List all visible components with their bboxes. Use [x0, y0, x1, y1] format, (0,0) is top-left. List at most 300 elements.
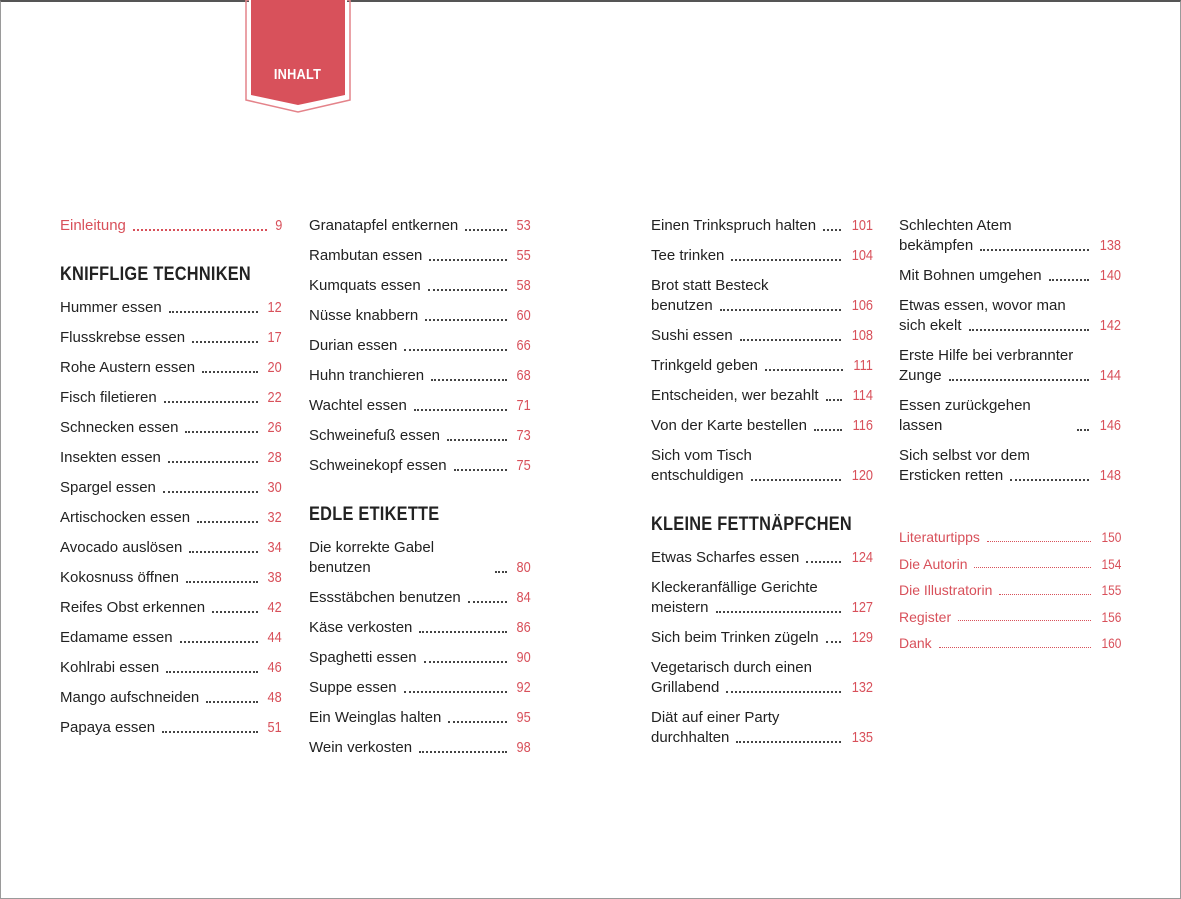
toc-entry[interactable]: [309, 738, 531, 758]
dot-leader: [823, 229, 841, 231]
dot-leader: [202, 371, 258, 373]
dot-leader: [180, 641, 259, 643]
toc-page-number: 114: [852, 387, 873, 404]
toc-entry-title: Wein verkosten: [309, 739, 413, 756]
toc-page-number: 124: [851, 549, 873, 566]
toc-entry[interactable]: [899, 446, 1121, 486]
toc-entry-line: [60, 658, 282, 678]
toc-entry-title: Essstäbchen benutzen: [309, 589, 461, 606]
toc-entry[interactable]: [60, 216, 282, 236]
toc-page-number: 86: [516, 619, 531, 636]
toc-entry[interactable]: [309, 306, 531, 326]
toc-entry[interactable]: [60, 358, 282, 378]
toc-entry-title: Entscheiden, wer bezahlt: [651, 387, 819, 404]
toc-entry-title: Grillabend: [651, 679, 720, 696]
toc-entry-title: Kokosnuss öffnen: [60, 569, 179, 586]
toc-entry-title: Kohlrabi essen: [60, 659, 160, 676]
dot-leader: [419, 631, 507, 633]
toc-entry-line: [651, 578, 873, 598]
toc-entry-title: Fisch filetieren: [60, 389, 157, 406]
toc-entry[interactable]: [651, 446, 873, 486]
toc-entry-title: Tee trinken: [651, 247, 725, 264]
toc-entry[interactable]: [60, 658, 282, 678]
toc-entry-line: [899, 446, 1121, 466]
toc-page-number: 148: [1099, 467, 1121, 484]
toc-entry[interactable]: [60, 388, 282, 408]
toc-entry-line: [309, 336, 531, 356]
toc-page-number: 42: [267, 599, 282, 616]
toc-entry-title: Käse verkosten: [309, 619, 413, 636]
toc-entry-line: [309, 396, 531, 416]
toc-entry[interactable]: [651, 276, 873, 316]
dot-leader: [186, 581, 258, 583]
dot-leader: [949, 379, 1089, 381]
dot-leader: [133, 229, 267, 231]
toc-entry-title: Avocado auslösen: [60, 539, 183, 556]
toc-entry[interactable]: [899, 266, 1121, 286]
dot-leader: [495, 571, 507, 573]
toc-page-number: 108: [851, 327, 873, 344]
dot-leader: [987, 541, 1091, 542]
toc-entry-title: Artischocken essen: [60, 509, 191, 526]
toc-entry-title: Die korrekte Gabel benutzen: [309, 539, 435, 576]
dot-leader: [166, 671, 258, 673]
toc-entry-line: [651, 276, 873, 296]
toc-entry[interactable]: [309, 588, 531, 608]
toc-entry[interactable]: [309, 426, 531, 446]
toc-entry-title: Register: [899, 608, 952, 625]
toc-entry-line: [899, 236, 1121, 256]
toc-entry[interactable]: [899, 346, 1121, 386]
toc-entry[interactable]: [60, 598, 282, 618]
toc-entry-title: Die Autorin: [899, 555, 968, 572]
toc-entry[interactable]: [309, 708, 531, 728]
toc-entry-line: [899, 316, 1121, 336]
toc-entry[interactable]: [60, 568, 282, 588]
toc-entry-title: Ein Weinglas halten: [309, 709, 442, 726]
toc-page-number: 144: [1099, 367, 1121, 384]
toc-entry[interactable]: [309, 216, 531, 236]
toc-page-number: 73: [516, 427, 531, 444]
dot-leader: [814, 429, 842, 431]
toc-entry[interactable]: [899, 582, 1121, 599]
toc-column-4: [899, 216, 1121, 496]
toc-entry-line: [60, 388, 282, 408]
toc-entry[interactable]: [309, 456, 531, 476]
dot-leader: [428, 289, 508, 291]
toc-entry-line: [309, 426, 531, 446]
toc-entry[interactable]: [309, 648, 531, 668]
toc-entry-line: [899, 396, 1121, 436]
dot-leader: [826, 641, 841, 643]
toc-entry-line: [651, 708, 873, 728]
toc-entry-title: sich ekelt: [899, 317, 962, 334]
toc-entry-line: [651, 628, 873, 648]
toc-entry-title: Literaturtipps: [899, 529, 980, 545]
toc-entry-title: meistern: [651, 599, 709, 616]
toc-entry-line: [651, 728, 873, 748]
toc-page-number: 90: [516, 649, 531, 666]
toc-page-number: 60: [516, 307, 531, 324]
toc-entry[interactable]: [60, 628, 282, 648]
dot-leader: [404, 349, 507, 351]
toc-page-number: 138: [1099, 237, 1121, 254]
toc-entry-title: Spaghetti essen: [309, 649, 417, 666]
toc-entry-title: Schweinekopf essen: [309, 457, 447, 474]
dot-leader: [197, 521, 258, 523]
toc-entry[interactable]: [899, 529, 1121, 546]
dot-leader: [958, 620, 1091, 621]
toc-entry-line: [899, 346, 1121, 366]
toc-entry-line: [651, 466, 873, 486]
toc-entry[interactable]: [60, 328, 282, 348]
contents-title: INHALT: [273, 66, 322, 83]
toc-page-number: 58: [516, 277, 531, 294]
toc-entry-title: Kleckeranfällige Gerichte: [651, 579, 818, 596]
toc-page-number: 38: [267, 569, 282, 586]
toc-entry-line: [309, 246, 531, 266]
toc-entry[interactable]: [899, 556, 1121, 573]
toc-entry-title: Spargel essen: [60, 479, 156, 496]
toc-entry-title: Schnecken essen: [60, 419, 179, 436]
toc-page-number: 155: [1101, 582, 1121, 598]
toc-entry-title: Sich vom Tisch: [651, 447, 752, 464]
toc-entry[interactable]: [309, 538, 531, 578]
toc-entry-title: Einleitung: [60, 217, 126, 234]
dot-leader: [1049, 279, 1089, 281]
toc-entry[interactable]: [899, 609, 1121, 626]
toc-entry[interactable]: [309, 336, 531, 356]
toc-entry-line: [60, 216, 282, 236]
toc-entry[interactable]: [309, 678, 531, 698]
toc-entry-line: [651, 658, 873, 678]
toc-entry[interactable]: [899, 216, 1121, 256]
toc-page-number: 116: [852, 417, 873, 434]
toc-entry-title: Flusskrebse essen: [60, 329, 186, 346]
toc-entry[interactable]: [60, 538, 282, 558]
toc-entry-line: [651, 246, 873, 266]
toc-entry-title: bekämpfen: [899, 237, 974, 254]
toc-entry-line: [60, 448, 282, 468]
toc-page-number: 84: [516, 589, 531, 606]
toc-entry-line: [309, 708, 531, 728]
toc-entry-line: [309, 588, 531, 608]
toc-entry-title: Trinkgeld geben: [651, 357, 759, 374]
toc-page-number: 48: [267, 689, 282, 706]
toc-column-3: [651, 216, 873, 758]
toc-entry-line: [651, 446, 873, 466]
toc-entry-title: Erste Hilfe bei verbrannter: [899, 347, 1074, 364]
toc-entry-title: Wachtel essen: [309, 397, 407, 414]
toc-entry-title: Kumquats essen: [309, 277, 421, 294]
toc-page-number: 104: [851, 247, 873, 264]
toc-entry[interactable]: [309, 396, 531, 416]
toc-entry-title: Essen zurückgehen lassen: [899, 397, 1031, 434]
toc-entry-line: [60, 718, 282, 738]
toc-page-number: 30: [267, 479, 282, 496]
toc-entry-title: Etwas Scharfes essen: [651, 549, 800, 566]
toc-entry[interactable]: [651, 708, 873, 748]
toc-entry-title: Schweinefuß essen: [309, 427, 440, 444]
dot-leader: [736, 741, 841, 743]
dot-leader: [192, 341, 258, 343]
dot-leader: [468, 601, 508, 603]
toc-entry-line: [60, 478, 282, 498]
toc-entry-title: Edamame essen: [60, 629, 173, 646]
toc-entry-line: [309, 306, 531, 326]
toc-entry-title: durchhalten: [651, 729, 730, 746]
toc-entry-title: Papaya essen: [60, 719, 156, 736]
toc-entry-title: Ersticken retten: [899, 467, 1004, 484]
toc-entry-title: Mit Bohnen umgehen: [899, 267, 1042, 284]
toc-entry-line: [651, 678, 873, 698]
toc-entry-title: Sushi essen: [651, 327, 733, 344]
toc-entry-line: [899, 529, 1121, 546]
toc-entry[interactable]: [899, 296, 1121, 336]
dot-leader: [726, 691, 841, 693]
toc-entry-title: Granatapfel entkernen: [309, 217, 459, 234]
toc-entry-line: [309, 648, 531, 668]
toc-page-number: 32: [267, 509, 282, 526]
toc-entry-line: [899, 466, 1121, 486]
toc-entry[interactable]: [60, 508, 282, 528]
toc-entry-line: [60, 568, 282, 588]
toc-entry-title: Zunge: [899, 367, 942, 384]
toc-entry-line: [651, 416, 873, 436]
dot-leader: [168, 461, 258, 463]
toc-page-number: 71: [516, 397, 531, 414]
toc-page-number: 17: [267, 329, 282, 346]
dot-leader: [404, 691, 508, 693]
toc-entry-title: Diät auf einer Party: [651, 709, 780, 726]
dot-leader: [169, 311, 259, 313]
toc-page-number: 51: [267, 719, 282, 736]
toc-entry[interactable]: [651, 356, 873, 376]
toc-entry-line: [651, 356, 873, 376]
toc-page-number: 95: [516, 709, 531, 726]
toc-entry-title: Einen Trinkspruch halten: [651, 217, 817, 234]
toc-entry-line: [309, 738, 531, 758]
dot-leader: [980, 249, 1089, 251]
toc-entry-title: Schlechten Atem: [899, 217, 1012, 234]
toc-page-number: 146: [1099, 417, 1121, 434]
toc-entry-line: [309, 538, 531, 578]
dot-leader: [720, 309, 841, 311]
toc-entry-line: [899, 635, 1121, 652]
toc-entry-line: [60, 598, 282, 618]
toc-page-number: 9: [274, 217, 282, 234]
toc-entry-line: [651, 296, 873, 316]
dot-leader: [424, 661, 508, 663]
toc-entry-title: Rohe Austern essen: [60, 359, 196, 376]
dot-leader: [189, 551, 258, 553]
toc-page-number: 53: [516, 217, 531, 234]
dot-leader: [448, 721, 507, 723]
toc-entry-line: [60, 538, 282, 558]
toc-entry[interactable]: [60, 688, 282, 708]
toc-page-number: 66: [516, 337, 531, 354]
dot-leader: [974, 567, 1090, 568]
toc-entry-line: [651, 326, 873, 346]
toc-entry-title: Hummer essen: [60, 299, 162, 316]
toc-entry[interactable]: [309, 246, 531, 266]
dot-leader: [716, 611, 841, 613]
dot-leader: [740, 339, 841, 341]
toc-entry[interactable]: [60, 298, 282, 318]
dot-leader: [969, 329, 1089, 331]
toc-entry[interactable]: [651, 216, 873, 236]
toc-page-number: 150: [1101, 529, 1121, 545]
toc-page-number: 34: [267, 539, 282, 556]
toc-entry-line: [60, 508, 282, 528]
toc-page-number: 75: [516, 457, 531, 474]
toc-entry-line: [899, 216, 1121, 236]
toc-entry-title: Insekten essen: [60, 449, 161, 466]
toc-page-number: 101: [851, 217, 873, 234]
section-heading: KNIFFLIGE TECHNIKEN: [60, 264, 252, 285]
inhalt-banner-ribbon: [244, 0, 352, 114]
dot-leader: [765, 369, 843, 371]
toc-column-1: [60, 216, 282, 748]
dot-leader: [1077, 429, 1089, 431]
toc-entry-line: [60, 628, 282, 648]
toc-entry-line: [60, 328, 282, 348]
toc-entry[interactable]: [309, 366, 531, 386]
toc-page-number: 28: [267, 449, 282, 466]
toc-entry-line: [899, 556, 1121, 573]
toc-page-number: 68: [516, 367, 531, 384]
toc-entry-line: [899, 266, 1121, 286]
toc-entry[interactable]: [60, 418, 282, 438]
toc-entry[interactable]: [651, 658, 873, 698]
toc-entry[interactable]: [651, 548, 873, 568]
dot-leader: [163, 491, 258, 493]
toc-entry-line: [60, 418, 282, 438]
toc-page-number: 26: [267, 419, 282, 436]
toc-entry[interactable]: [899, 635, 1121, 652]
dot-leader: [751, 479, 841, 481]
dot-leader: [731, 259, 841, 261]
toc-page-number: 12: [267, 299, 282, 316]
toc-entry-line: [651, 548, 873, 568]
toc-entry-title: entschuldigen: [651, 467, 744, 484]
toc-entry[interactable]: [309, 276, 531, 296]
toc-page-number: 22: [267, 389, 282, 406]
dot-leader: [425, 319, 507, 321]
toc-page-number: 111: [853, 357, 873, 374]
toc-entry[interactable]: [60, 718, 282, 738]
toc-entry-line: [309, 276, 531, 296]
toc-entry-line: [651, 216, 873, 236]
toc-entry-line: [899, 296, 1121, 316]
toc-entry-line: [309, 366, 531, 386]
dot-leader: [826, 399, 842, 401]
toc-page-number: 142: [1099, 317, 1121, 334]
toc-entry[interactable]: [651, 246, 873, 266]
toc-entry-title: Vegetarisch durch einen: [651, 659, 812, 676]
toc-entry-title: Rambutan essen: [309, 247, 423, 264]
dot-leader: [162, 731, 258, 733]
toc-page-number: 46: [267, 659, 282, 676]
toc-page-number: 44: [267, 629, 282, 646]
toc-page-number: 80: [516, 559, 531, 576]
toc-entry[interactable]: [899, 396, 1121, 436]
dot-leader: [164, 401, 259, 403]
dot-leader: [465, 229, 507, 231]
toc-entry-line: [899, 366, 1121, 386]
toc-entry-line: [60, 688, 282, 708]
toc-entry-title: Sich beim Trinken zügeln: [651, 629, 819, 646]
toc-entry-line: [651, 386, 873, 406]
dot-leader: [806, 561, 841, 563]
toc-entry-title: Von der Karte bestellen: [651, 417, 807, 434]
toc-entry-line: [309, 216, 531, 236]
section-heading: EDLE ETIKETTE: [309, 504, 440, 525]
toc-entry-line: [309, 678, 531, 698]
toc-entry-title: Brot statt Besteck: [651, 277, 769, 294]
toc-page-number: 140: [1099, 267, 1121, 284]
dot-leader: [999, 594, 1090, 595]
toc-entry[interactable]: [651, 386, 873, 406]
toc-page-number: 132: [851, 679, 873, 696]
dot-leader: [429, 259, 507, 261]
toc-entry-title: Suppe essen: [309, 679, 397, 696]
toc-page-number: 98: [516, 739, 531, 756]
toc-entry-line: [651, 598, 873, 618]
dot-leader: [431, 379, 507, 381]
toc-entry[interactable]: [60, 478, 282, 498]
toc-entry-title: Huhn tranchieren: [309, 367, 425, 384]
toc-page-number: 135: [851, 729, 873, 746]
toc-entry[interactable]: [651, 628, 873, 648]
toc-entry-title: Etwas essen, wovor man: [899, 297, 1066, 314]
dot-leader: [206, 701, 258, 703]
toc-page-number: 156: [1101, 608, 1121, 625]
dot-leader: [447, 439, 507, 441]
toc-entry-line: [899, 582, 1121, 599]
toc-page-number: 160: [1101, 635, 1121, 651]
toc-entry-title: Reifes Obst erkennen: [60, 599, 206, 616]
toc-entry-line: [309, 618, 531, 638]
toc-page-number: 20: [267, 359, 282, 376]
toc-page-number: 127: [851, 599, 873, 616]
toc-entry-title: Nüsse knabbern: [309, 307, 419, 324]
toc-page-number: 129: [851, 629, 873, 646]
dot-leader: [419, 751, 507, 753]
toc-entry[interactable]: [309, 618, 531, 638]
toc-page-number: 92: [516, 679, 531, 696]
toc-entry-title: Mango aufschneiden: [60, 689, 200, 706]
toc-column-2: [309, 216, 531, 768]
toc-entry-title: benutzen: [651, 297, 713, 314]
dot-leader: [212, 611, 258, 613]
toc-entry-title: Durian essen: [309, 337, 398, 354]
toc-page-number: 106: [851, 297, 873, 314]
dot-leader: [414, 409, 507, 411]
toc-page-number: 55: [516, 247, 531, 264]
toc-entry-line: [60, 358, 282, 378]
toc-entry[interactable]: [651, 416, 873, 436]
toc-column-appendix: [899, 529, 1121, 662]
toc-entry[interactable]: [60, 448, 282, 468]
dot-leader: [185, 431, 258, 433]
toc-entry[interactable]: [651, 326, 873, 346]
toc-entry-title: Dank: [899, 635, 932, 651]
toc-entry-line: [60, 298, 282, 318]
section-heading: KLEINE FETTNÄPFCHEN: [651, 514, 852, 535]
dot-leader: [454, 469, 508, 471]
toc-entry[interactable]: [651, 578, 873, 618]
